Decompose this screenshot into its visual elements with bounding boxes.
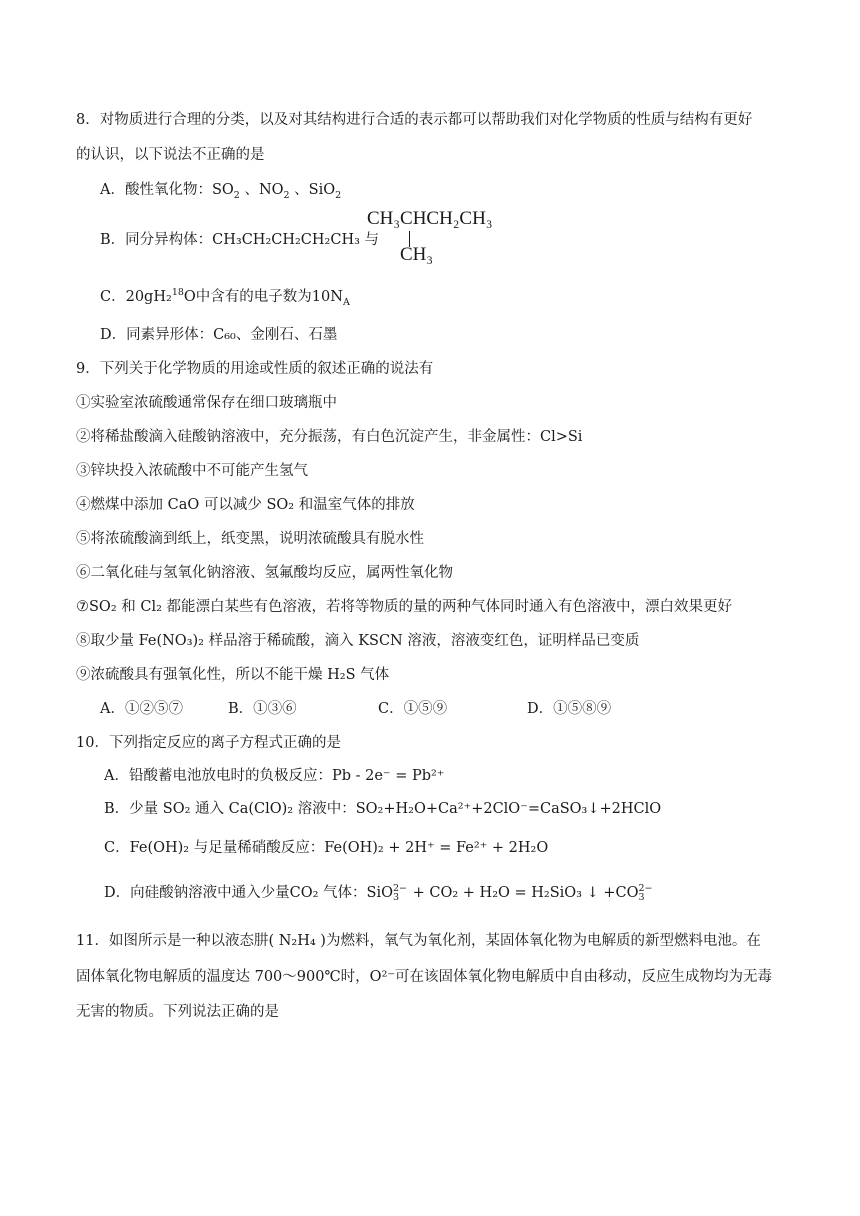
q8-stem-line2: 的认识，以下说法不正确的是 <box>76 147 265 163</box>
q10-option-c: C．Fe(OH)₂ 与足量稀硝酸反应：Fe(OH)₂ + 2H⁺ = Fe²⁺ + 2H₂O <box>104 840 549 856</box>
q11-stem-line3: 无害的物质。下列说法正确的是 <box>76 1004 279 1020</box>
q9-stem: 9．下列关于化学物质的用途或性质的叙述正确的说法有 <box>76 361 434 377</box>
q9-option-d: D．①⑤⑧⑨ <box>527 701 612 717</box>
q9-statement-1: ①实验室浓硫酸通常保存在细口玻璃瓶中 <box>76 395 337 411</box>
q9-statement-6: ⑥二氧化硅与氢氧化钠溶液、氢氟酸均反应，属两性氧化物 <box>76 565 453 581</box>
q9-option-c: C．①⑤⑨ <box>378 701 448 717</box>
q9-statement-2: ②将稀盐酸滴入硅酸钠溶液中，充分振荡，有白色沉淀产生，非金属性：Cl>Si <box>76 429 583 445</box>
q10-d-charge-fraction-1: 2− 3 <box>393 883 408 903</box>
q9-statement-3: ③锌块投入浓硫酸中不可能产生氢气 <box>76 463 308 479</box>
q8-option-b: B．同分异构体：CH₃CH₂CH₂CH₂CH₃ 与 <box>100 232 380 248</box>
q9-statement-8: ⑧取少量 Fe(NO₃)₂ 样品溶于稀硫酸，滴入 KSCN 溶液，溶液变红色，证明样品已变质 <box>76 633 640 649</box>
q11-stem-line2: 固体氧化物电解质的温度达 700～900℃时，O²⁻可在该固体氧化物电解质中自由移动，反应生成物均为无毒 <box>76 969 773 985</box>
q10-option-d: D．向硅酸钠溶液中通入少量CO₂ 气体：SiO 2− 3 + CO₂ + H₂O = H₂SiO₃ ↓ +CO 2− 3 <box>104 883 653 903</box>
q9-statement-5: ⑤将浓硫酸滴到纸上，纸变黑，说明浓硫酸具有脱水性 <box>76 531 424 547</box>
q8-structure-branch: CH₃ <box>400 244 434 265</box>
q8-structure-main-chain: CH₃CHCH₂CH₃ <box>367 208 493 229</box>
q8-option-d: D．同素异形体：C₆₀、金刚石、石墨 <box>100 327 338 343</box>
q9-option-a: A．①②⑤⑦ <box>100 701 183 717</box>
q9-statement-7: ⑦SO₂ 和 Cl₂ 都能漂白某些有色溶液，若将等物质的量的两种气体同时通入有色溶液中，漂白效果更好 <box>76 599 733 615</box>
q8-option-c: C．20gH₂$^{18}$O中含有的电子数为$10N_A$ <box>100 287 350 308</box>
q9-statement-9: ⑨浓硫酸具有强氧化性，所以不能干燥 H₂S 气体 <box>76 667 390 683</box>
q9-statement-4: ④燃煤中添加 CaO 可以减少 SO₂ 和温室气体的排放 <box>76 497 415 513</box>
q8-option-a: A．酸性氧化物：$SO_2$ 、$NO_2$ 、SiO$_2$ <box>100 182 342 201</box>
q10-option-a: A．铅酸蓄电池放电时的负极反应：Pb - 2e⁻ = Pb²⁺ <box>104 768 445 784</box>
q8-stem-line1: 8．对物质进行合理的分类，以及对其结构进行合适的表示都可以帮助我们对化学物质的性质与结构有更好 <box>76 112 753 128</box>
q9-option-b: B．①③⑥ <box>228 701 297 717</box>
q10-stem: 10．下列指定反应的离子方程式正确的是 <box>76 735 341 751</box>
q10-d-charge-fraction-2: 2− 3 <box>638 883 653 903</box>
q11-stem-line1: 11．如图所示是一种以液态肼( N₂H₄ )为燃料，氧气为氧化剂，某固体氧化物为电解质的新型燃料电池。在 <box>76 933 761 949</box>
q10-option-b: B．少量 SO₂ 通入 Ca(ClO)₂ 溶液中：SO₂+H₂O+Ca²⁺+2ClO⁻=CaSO₃↓+2HClO <box>104 801 662 817</box>
